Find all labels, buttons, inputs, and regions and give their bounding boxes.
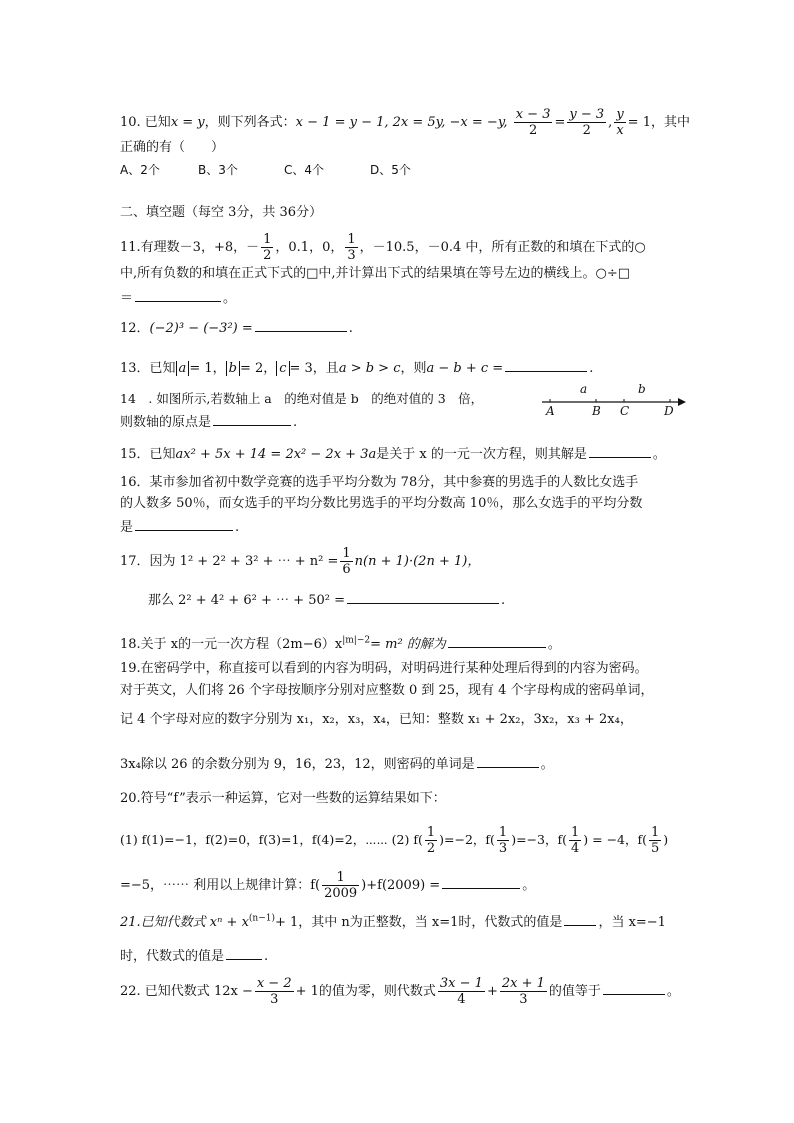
question-21-line2: 时，代数式的值是 . [120,945,268,966]
label-b: b [638,382,646,396]
option-b: B、3个 [198,163,238,177]
question-10-options [120,161,411,179]
q10-equations: x − 1 = y − 1, 2x = 5y, −x = −y, [295,115,508,130]
question-21-line1: 21.已知代数式 $x^n + x^{(n-1)}+ 1$，其中 n为正整数，当 x=1时，代数式的值是 ，当 x=−1 [120,911,666,932]
number-line-figure [540,384,686,424]
question-16-line1: 16．某市参加省初中数学竞赛的选手平均分数为 78分，其中参赛的男选手的人数比女选手 [120,475,639,490]
q20-fraction-2009: $\frac{1}{2009}$ [324,870,358,901]
question-11-line1: 11.有理数－3，+8，－ $\frac{1}{2}$ ，0.1，0， $\frac{1}{3}$ ，－10.5，－0.4 中，所有正数的和填在下式的○ [120,232,646,263]
q22-answer-blank[interactable] [603,980,665,995]
q21-exponent: (n−1) [248,913,275,924]
q20-answer-blank[interactable] [442,874,520,889]
q19-answer-blank[interactable] [477,753,539,768]
question-19-line1: 19.在密码学中，称直接可以看到的内容为明码，对明码进行某种处理后得到的内容为密码。 [120,661,648,676]
q10-prefix: 10. 已知 [120,115,171,130]
question-16-line2: 的人数多 50％，而女选手的平均分数比男选手的平均分数高 10％，那么女选手的平均分数 [120,496,643,511]
question-17-line2: 那么 2² + 4² + 6² + ⋯ + 50² = . [148,589,505,610]
q22-fraction-3: $\frac{2x + 1}{3}$ [501,976,545,1007]
question-22: 22. 已知代数式 12x − $\frac{x - 2}{3}$ + 1的值为零，则代数式 $\frac{3x - 1}{4}$ + $\frac{2x + 1}{3}$ 的值等于 。 [120,976,680,1007]
point-A: A [546,404,555,418]
question-12: 12．(−2)³ − (−3²) = . [120,317,353,338]
q15-answer-blank[interactable] [589,443,651,458]
q12-expression: (−2)³ − (−3²) = [149,321,253,336]
question-11-line2: 中,所有负数的和填在正式下式的□中,并计算出下式的结果填在等号左边的横线上。○÷□ [120,266,631,281]
q21-answer-blank-2[interactable] [226,945,262,960]
question-19-line3: 记 4 个字母对应的数字分别为 x₁，x₂，x₃，x₄，已知：整数 x₁ + 2x₂，3x₂，x₃ + 2x₄， [120,712,633,727]
abs-a: a [176,361,190,376]
point-B: B [592,404,601,418]
q20-fraction-half: $\frac{1}{2}$ [426,825,436,856]
q13-answer-blank[interactable] [505,357,587,372]
option-a: A、2个 [120,163,160,177]
q10-condition: x = y [170,115,205,130]
option-d: D、5个 [370,163,411,177]
q21-answer-blank-1[interactable] [564,911,596,926]
q10-mid: ，则下列各式： [204,115,296,130]
question-14-line1: 14 . 如图所示,若数轴上 a 的绝对值是 b 的绝对值的 3 倍， [120,391,484,406]
question-10-line2: 正确的有（ ） [120,140,225,155]
number-line-arrow [678,398,686,406]
q12-answer-blank[interactable] [255,317,347,332]
point-D: D [664,404,674,418]
q15-equation: ax² + 5x + 14 = 2x² − 2x + 3a [175,447,377,462]
question-19-line2: 对于英文，人们将 26 个字母按顺序分别对应整数 0 到 25，现有 4 个字母构成的密码单词， [120,683,654,698]
q17-answer-blank[interactable] [347,589,499,604]
q22-fraction-2: $\frac{3x - 1}{4}$ [439,976,483,1007]
point-C: C [620,404,630,418]
label-a: a [580,382,588,396]
q11-answer-blank[interactable] [135,287,221,302]
question-20-line2: (1) f(1)=−1，f(2)=0，f(3)=1，f(4)=2，⋯⋯ (2) f( $\frac{1}{2}$ )=−2，f( $\frac{1}{3}$ )=−3，f( $\frac{1}{4}$ ) = −4，f( $\frac{1}{5}$ ) [120,825,669,856]
section-2-title: 二、填空题（每空 3分，共 36分） [120,205,323,220]
q17-fraction: $\frac{1}{6}$ [342,546,351,577]
option-c: C、4个 [284,163,325,177]
question-20-line3: =−5，⋯⋯ 利用以上规律计算：f( $\frac{1}{2009}$ )+f(2009) = 。 [120,870,536,901]
abs-c: c [276,361,289,376]
q14-answer-blank[interactable] [213,411,291,426]
q10-fraction-2: $\frac{y - 3}{2}$ [569,107,605,138]
q11-fraction-third: $\frac{1}{3}$ [347,232,356,263]
abs-b: b [226,361,240,376]
question-14-line2: 则数轴的原点是 . [120,411,297,432]
question-13: 13．已知 a = 1， b = 2， c = 3，且a > b > c，则a − b + c = . [120,357,593,378]
q20-fraction-third: $\frac{1}{3}$ [498,825,508,856]
question-17-line1: 17．因为 1² + 2² + 3² + ⋯ + n² = $\frac{1}{6}$ n(n + 1)·(2n + 1)， [120,546,481,577]
q10-fraction-3: $\frac{y}{x}$ [616,107,624,138]
q11-fraction-half: $\frac{1}{2}$ [263,232,272,263]
q16-answer-blank[interactable] [135,516,233,531]
question-20-line1: 20.符号“f”表示一种运算，它对一些数的运算结果如下： [120,791,446,806]
q20-fraction-quarter: $\frac{1}{4}$ [570,825,580,856]
q10-fraction-1: $\frac{x - 3}{2}$ [515,107,551,138]
question-19-line4: 3x₄除以 26 的余数分别为 9，16，23，12，则密码的单词是 。 [120,753,554,774]
question-15: 15．已知ax² + 5x + 14 = 2x² − 2x + 3a是关于 x 的一元一次方程，则其解是 。 [120,443,666,464]
q18-answer-blank[interactable] [448,633,546,648]
question-11-line3: ＝ 。 [120,287,236,308]
question-10-line1: 10. 已知x = y，则下列各式：x − 1 = y − 1, 2x = 5y, −x = −y, $\frac{x - 3}{2}$ = $\frac{y - 3}{2}$ , $\frac{y}{x}$ = 1，其中 [120,107,690,138]
q18-exponent: |m|−2 [342,635,371,646]
q22-fraction-1: $\frac{x - 2}{3}$ [256,976,292,1007]
question-16-line3: 是 . [120,516,239,537]
q20-fraction-fifth: $\frac{1}{5}$ [651,825,660,856]
question-18: 18.关于 x的一元一次方程$(2m-6)x^{|m|-2}= m^2$ 的解为 。 [120,633,561,654]
